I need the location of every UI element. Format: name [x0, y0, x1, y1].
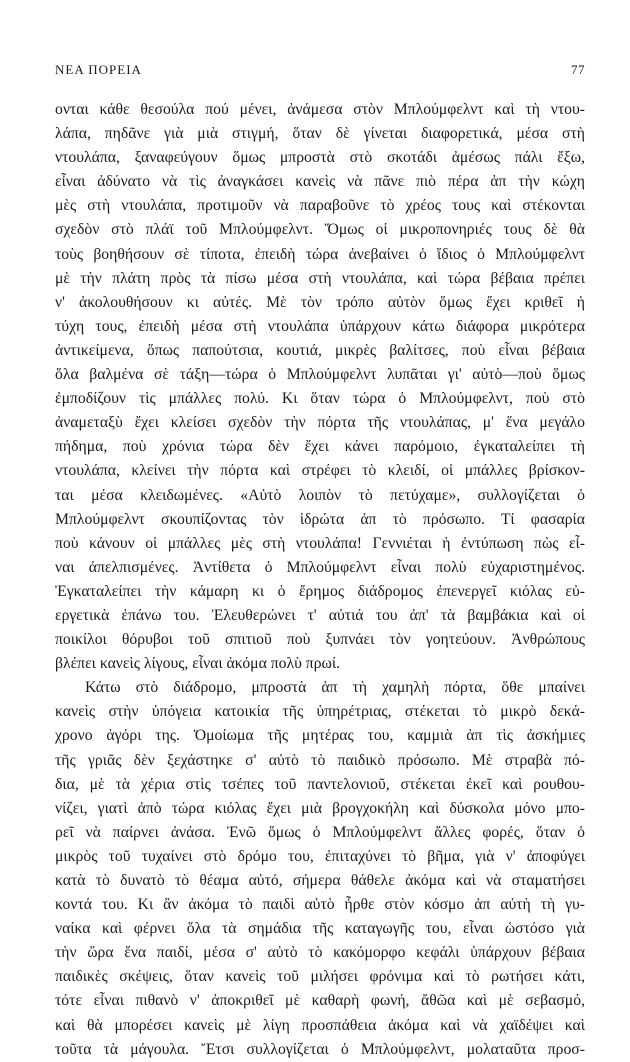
text-line: ρεῖ νὰ παίρνει ἀνάσα. Ἐνῶ ὅμως ὁ Μπλούμφελντ ἄλλες φορές, ὅταν ὁ: [55, 823, 585, 841]
text-line: ναι ἀπελπισμένες. Ἀντίθετα ὁ Μπλούμφελντ εἶναι πολὺ εὐχαριστημένος.: [55, 558, 585, 576]
text-line: μὲς στὴ ντουλάπα, προτιμοῦν νὰ παραβοῦνε τὸ χρέος τους καὶ στέκονται: [55, 197, 585, 215]
text-line: ἀντικείμενα, ὅπως παπούτσια, κουτιά, μικρὲς βαλίτσες, ποὺ εἶναι βέβαια: [55, 341, 585, 359]
text-line: λάπα, πηδᾶνε γιὰ μιὰ στιγμή, ὅταν δὲ γίνεται διαφορετικά, μέσα στὴ: [55, 125, 585, 143]
text-line: μὲ τὴν πλάτη πρὸς τὰ πίσω μέσα στὴ ντουλάπα, καὶ τώρα βέβαια πρέπει: [55, 269, 585, 287]
text-line: μικρὸς τοῦ τυχαίνει στὸ δρόμο του, ἐπιταχύνει τὸ βῆμα, γιὰ ν' ἀποφύγει: [55, 847, 585, 865]
text-line: τότε εἶναι πιθανὸ ν' ἀποκριθεῖ μὲ καθαρὴ φωνή, ἄθῶα καὶ μὲ σεβασμό,: [55, 992, 585, 1010]
text-line: ποὺ κάνουν οἱ μπάλλες μὲς στὴ ντουλάπα! Γεννιέται ἡ ἐντύπωση πὼς εἶ-: [55, 534, 585, 552]
text-line: ν' ἀκολουθήσουν κι αὐτές. Μὲ τὸν τρόπο αὐτὸν ὅμως ἔχει κριθεῖ ἡ: [55, 293, 585, 311]
text-line: δια, μὲ τὰ χέρια στὶς τσέπες τοῦ παντελονιοῦ, στέκεται ἐκεῖ καὶ ρουθου-: [55, 775, 585, 793]
text-line: βλέπει κανεὶς λίγους, εἶναι ἀκόμα πολὺ πρωί.: [55, 655, 340, 673]
text-line: ναίκα καὶ φέρνει ὅλα τὰ σημάδια τῆς καταγωγῆς του, εἶναι ὡστόσο γιὰ: [55, 920, 585, 938]
text-line: κανεὶς στὴν ὑπόγεια κατοικία τῆς ὑπηρέτριας, στέκεται τὸ μικρὸ δεκά-: [55, 703, 585, 721]
page-number: 77: [571, 62, 585, 77]
text-line: νίζει, γιατὶ ἀπὸ τώρα κιόλας ἔχει μιὰ βρογχοκήλη καὶ δύσκολα μόνο μπο-: [55, 799, 585, 817]
text-line: ἀναμεταξὺ ἔχει κλείσει σχεδὸν τὴν πόρτα τῆς ντουλάπας, μ' ἕνα μεγάλο: [55, 414, 585, 432]
text-line: καὶ θὰ μπορέσει κανεὶς μὲ λίγη προσπάθεια ἀκόμα καὶ νὰ χαϊδέψει καὶ: [55, 1016, 585, 1034]
text-line: ονται κάθε θεσούλα πού μένει, ἀνάμεσα στὸν Μπλούμφελντ καὶ τὴ ντου-: [55, 101, 585, 118]
text-line: Ἐγκαταλείπει τὴν κάμαρη κι ὁ ἔρημος διάδρομος ἐπενεργεῖ κιόλας εὐ-: [55, 582, 585, 600]
text-line: εἶναι ἀδύνατο νὰ τὶς ἀναγκάσει κανεὶς νὰ πᾶνε πιὸ πέρα ἀπ τὴν κώχη: [55, 173, 585, 191]
text-line: τοῦτα τὰ μάγουλα. Ἔτσι συλλογίζεται ὁ Μπλούμφελντ, μολαταῦτα προσ-: [55, 1040, 585, 1058]
running-head: [55, 62, 585, 82]
text-line: ποικίλοι θόρυβοι τοῦ σπιτιοῦ ποὺ ξυπνάει τὸν γοητεύουν. Ἀνθρώπους: [55, 631, 585, 649]
body-text: [55, 98, 585, 1062]
text-line: κοντά του. Κι ἂν ἀκόμα τὸ παιδὶ αὐτὸ ἦρθε στὸν κόσμο ἀπ αὐτὴ τὴ γυ-: [55, 896, 585, 914]
paragraph: [55, 676, 585, 1062]
text-line: παιδικὲς σκέψεις, ὅταν κανεὶς τοῦ μιλήσει φρόνιμα καὶ τὸ ρωτήσει κάτι,: [55, 968, 585, 986]
text-line: ὅλα βαλμένα σὲ τάξη—τώρα ὁ Μπλούμφελντ λυπᾶται γι' αὐτὸ—ποὺ ὅμως: [55, 366, 585, 384]
text-line: ντουλάπα, ξαναφεύγουν ὅμως μπροστὰ στὸ σκοτάδι ἀμέσως πάλι ἔξω,: [55, 149, 585, 167]
text-line: πήδημα, ποὺ χρόνια τώρα δὲν ἔχει κάνει παρόμοιο, ἐγκαταλείπει τὴ: [55, 438, 585, 456]
text-line: τοὺς βοηθήσουν σὲ τίποτα, ἐπειδὴ τώρα ἀνεβαίνει ὁ ἴδιος ὁ Μπλούμφελντ: [55, 245, 585, 263]
book-page: [55, 62, 585, 1062]
text-line: ἐμποδίζουν τὶς μπάλλες πολύ. Κι ὅταν τώρα ὁ Μπλούμφελντ, ποὺ στὸ: [55, 390, 585, 408]
text-line: τύχη τους, ἐπειδὴ μέσα στὴ ντουλάπα ὑπάρχουν κάτω διάφορα μικρότερα: [55, 317, 585, 335]
paragraph: [55, 98, 585, 676]
text-line: εργετικὰ ἐπάνω του. Ἐλευθερώνει τ' αὐτιά του ἀπ' τὰ βαμβάκια καὶ οἱ: [55, 606, 585, 624]
text-line: Μπλούμφελντ σκουπίζοντας τὸν ἱδρώτα ἀπ τὸ πρόσωπο. Τί φασαρία: [55, 510, 585, 528]
text-line: κατὰ τὸ δυνατὸ τὸ θέαμα αὐτό, σήμερα θάθελε ἀκόμα καὶ νὰ σταματήσει: [55, 872, 585, 889]
text-line: σχεδὸν στὸ πλάϊ τοῦ Μπλούμφελντ. Ὅμως οἱ μικροπονηριές τους δὲ θὰ: [55, 221, 585, 239]
text-line: χρονο ἀγόρι της. Ὁμοίωμα τῆς μητέρας του, καμμιὰ ἀπ τὶς ἀσκήμιες: [55, 727, 585, 745]
running-title: ΝΕΑ ΠΟΡΕΙΑ: [55, 62, 142, 77]
text-line: τὴν ὥρα ἕνα παιδί, μέσα σ' αὐτὸ τὸ κακόμορφο κεφάλι ὑπάρχουν βέβαια: [55, 944, 585, 962]
text-line: ντουλάπα, κλείνει τὴν πόρτα καὶ στρέφει τὸ κλειδί, οἱ μπάλλες βρίσκον-: [55, 462, 585, 480]
text-line: τῆς γριᾶς δὲν ξεχάστηκε σ' αὐτὸ τὸ παιδικὸ πρόσωπο. Μὲ στραβὰ πό-: [55, 751, 585, 769]
text-line: Κάτω στὸ διάδρομο, μπροστὰ ἀπ τὴ χαμηλὴ πόρτα, ὅθε μπαίνει: [85, 679, 585, 697]
text-line: ται μέσα κλειδωμένες. «Αὐτὸ λοιπὸν τὸ πετύχαμε», συλλογίζεται ὁ: [55, 486, 585, 504]
